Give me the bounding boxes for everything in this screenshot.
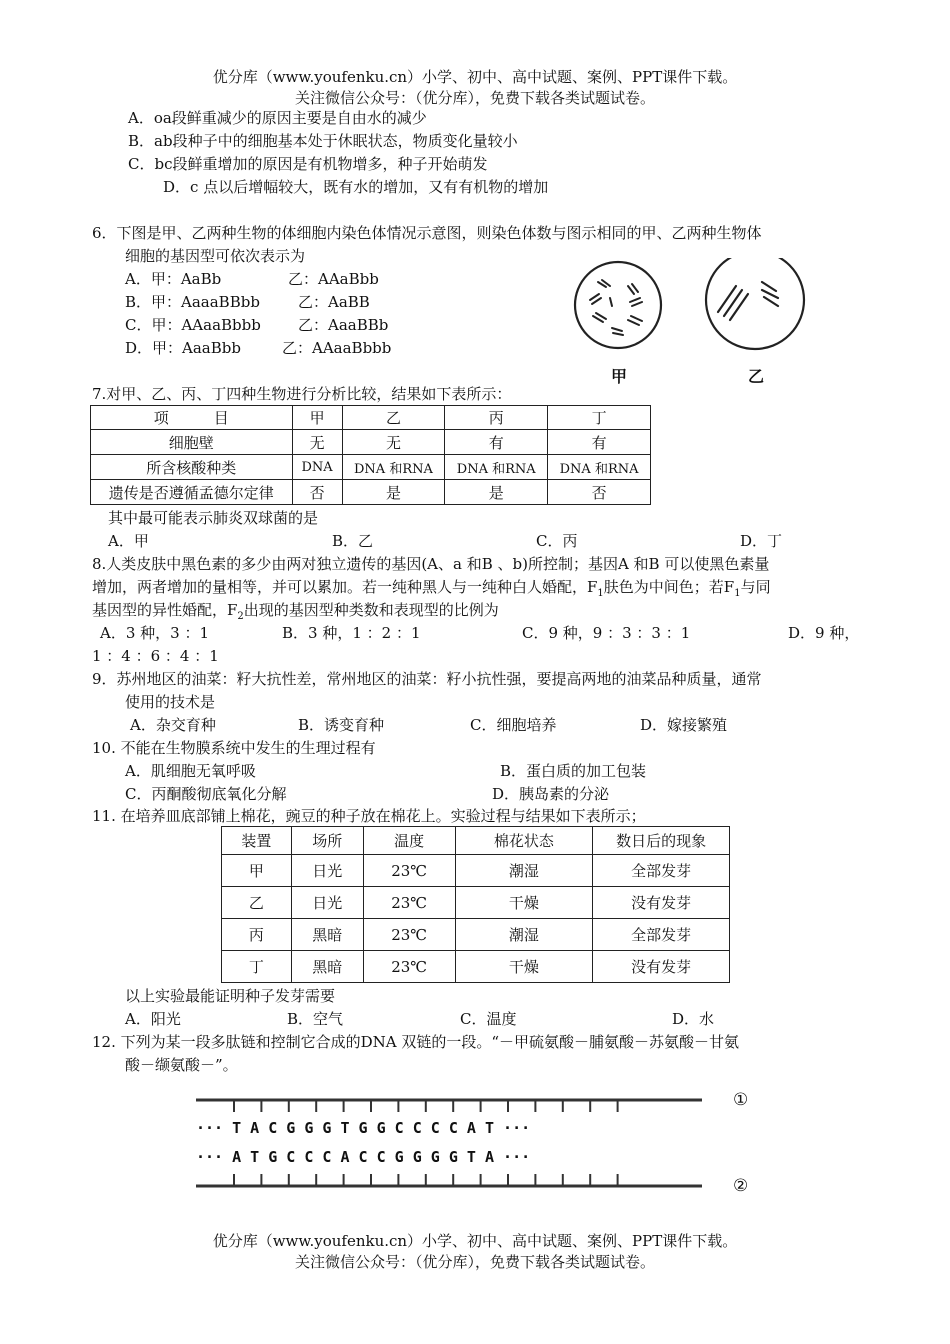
q8-line-1: 8.人类皮肤中黑色素的多少由两对独立遗传的基因(A、a 和B 、b)所控制；基因A 和B 可以使黑色素量	[92, 555, 770, 573]
header-line-2: 关注微信公众号：（优分库），免费下载各类试题试卷。	[294, 89, 655, 107]
q5-option-c: C．bc段鲜重增加的原因是有机物增多，种子开始萌发	[128, 155, 488, 173]
q7-option-d: D．丁	[740, 532, 783, 550]
table-row: 遗传是否遵循孟德尔定律 否 是 是 否	[91, 480, 651, 505]
q8-option-a: A．3 种，3 ：1	[100, 624, 209, 642]
q6-option-b2: 乙：AaBB	[298, 293, 370, 311]
dna-diagram	[190, 1090, 790, 1200]
q11-option-b: B．空气	[287, 1010, 344, 1028]
q9-line-2: 使用的技术是	[125, 693, 216, 711]
q11-table	[221, 826, 730, 983]
chromosome-figure	[570, 258, 810, 388]
q9-option-d: D．嫁接繁殖	[640, 716, 728, 734]
table-row: 丙 黑暗 23℃ 潮湿 全部发芽	[222, 919, 730, 951]
table-row: 乙 日光 23℃ 干燥 没有发芽	[222, 887, 730, 919]
q8-option-d-cont: 1 ：4 ：6 ：4 ：1	[92, 647, 219, 665]
q7-th-jia: 甲	[292, 406, 342, 430]
q7-option-a: A．甲	[108, 532, 149, 550]
q8-option-c: C．9 种，9 ：3 ：3 ：1	[522, 624, 691, 642]
q11-option-a: A．阳光	[125, 1010, 181, 1028]
q11-question: 以上实验最能证明种子发芽需要	[125, 987, 336, 1005]
table-row: 甲 日光 23℃ 潮湿 全部发芽	[222, 855, 730, 887]
label-jia: 甲	[611, 367, 628, 386]
q6-stem-2: 细胞的基因型可依次表示为	[125, 247, 306, 265]
q8-option-d: D．9 种，	[788, 624, 860, 642]
q6-option-d1: D．甲：AaaBbb	[125, 339, 241, 357]
strand-2-label: ②	[733, 1176, 749, 1196]
q7-option-b: B．乙	[332, 532, 374, 550]
strand-1-label: ①	[733, 1090, 749, 1110]
table-row: 细胞壁 无 无 有 有	[91, 430, 651, 455]
q7-question: 其中最可能表示肺炎双球菌的是	[108, 509, 319, 527]
q9-option-c: C．细胞培养	[470, 716, 557, 734]
q7-table-header	[91, 406, 651, 430]
q9-option-b: B．诱变育种	[298, 716, 385, 734]
label-yi: 乙	[748, 367, 765, 386]
q9-option-a: A．杂交育种	[130, 716, 216, 734]
footer-line-2: 关注微信公众号：（优分库），免费下载各类试题试卷。	[294, 1253, 655, 1271]
q5-option-a: A．oa段鲜重减少的原因主要是自由水的减少	[128, 109, 427, 127]
q5-option-d: D．c 点以后增幅较大，既有水的增加，又有有机物的增加	[163, 178, 549, 196]
q12-line-1: 12. 下列为某一段多肽链和控制它合成的DNA 双链的一段。“－甲硫氨酸－脯氨酸－苏氨酸－甘氨	[92, 1033, 740, 1051]
q10-option-c: C．丙酮酸彻底氧化分解	[125, 785, 287, 803]
q7-th-ding: 丁	[548, 406, 651, 430]
q6-option-a1: A．甲：AaBb	[125, 270, 222, 288]
footer-line-1: 优分库（www.youfenku.cn）小学、初中、高中试题、案例、PPT课件下载。	[212, 1232, 738, 1250]
q8-line-2: 增加，两者增加的量相等，并可以累加。若一纯种黑人与一纯种白人婚配，$F_1$肤色为中间色；若$F_1$与同	[92, 578, 771, 599]
table-row: 丁 黑暗 23℃ 干燥 没有发芽	[222, 951, 730, 983]
q7-table	[90, 405, 651, 505]
cell-yi-diagram	[706, 258, 804, 349]
q11-option-d: D．水	[672, 1010, 715, 1028]
q6-option-a2: 乙：AAaBbb	[288, 270, 379, 288]
strand-1-ticks	[234, 1100, 618, 1112]
q10-option-b: B．蛋白质的加工包装	[500, 762, 647, 780]
table-row: 所含核酸种类 DNA DNA 和RNA DNA 和RNA DNA 和RNA	[91, 455, 651, 480]
q11-table-header: 装置 场所 温度 棉花状态 数日后的现象	[222, 827, 730, 855]
q8-line-3: 基因型的异性婚配，$F_2$出现的基因型种类数和表现型的比例为	[92, 601, 499, 622]
strand-1-sequence: ··· T A C G G G T G G C C C C A T ···	[196, 1119, 531, 1137]
q12-line-2: 酸－缬氨酸－”。	[125, 1056, 238, 1074]
q11-stem: 11. 在培养皿底部铺上棉花，豌豆的种子放在棉花上。实验过程与结果如下表所示；	[92, 807, 646, 825]
q6-option-b1: B．甲：AaaaBBbb	[125, 293, 260, 311]
q7-th-yi: 乙	[342, 406, 445, 430]
q6-stem-1: 6．下图是甲、乙两种生物的体细胞内染色体情况示意图，则染色体数与图示相同的甲、乙两种生物体	[92, 224, 762, 242]
q6-option-c2: 乙：AaaBBb	[298, 316, 389, 334]
q7-option-c: C．丙	[536, 532, 578, 550]
q7-th-bing: 丙	[445, 406, 548, 430]
header-line-1: 优分库（www.youfenku.cn）小学、初中、高中试题、案例、PPT课件下载。	[212, 68, 738, 86]
q7-th-item: 项 目	[91, 406, 293, 430]
q8-option-b: B．3 种，1 ：2 ：1	[282, 624, 421, 642]
strand-2-ticks	[234, 1174, 618, 1186]
q11-option-c: C．温度	[460, 1010, 517, 1028]
q7-stem: 7.对甲、乙、丙、丁四种生物进行分析比较，结果如下表所示：	[92, 385, 512, 403]
q10-option-a: A．肌细胞无氧呼吸	[125, 762, 256, 780]
q10-stem: 10. 不能在生物膜系统中发生的生理过程有	[92, 739, 376, 757]
strand-2-sequence: ··· A T G C C C A C C G G G G T A ···	[196, 1148, 531, 1166]
q10-option-d: D．胰岛素的分泌	[492, 785, 610, 803]
q9-line-1: 9．苏州地区的油菜：籽大抗性差，常州地区的油菜：籽小抗性强，要提高两地的油菜品种质量，通常	[92, 670, 762, 688]
q6-option-d2: 乙：AAaaBbbb	[282, 339, 392, 357]
q6-option-c1: C．甲：AAaaBbbb	[125, 316, 261, 334]
cell-jia-diagram	[575, 262, 661, 348]
q5-option-b: B．ab段种子中的细胞基本处于休眠状态，物质变化量较小	[128, 132, 518, 150]
